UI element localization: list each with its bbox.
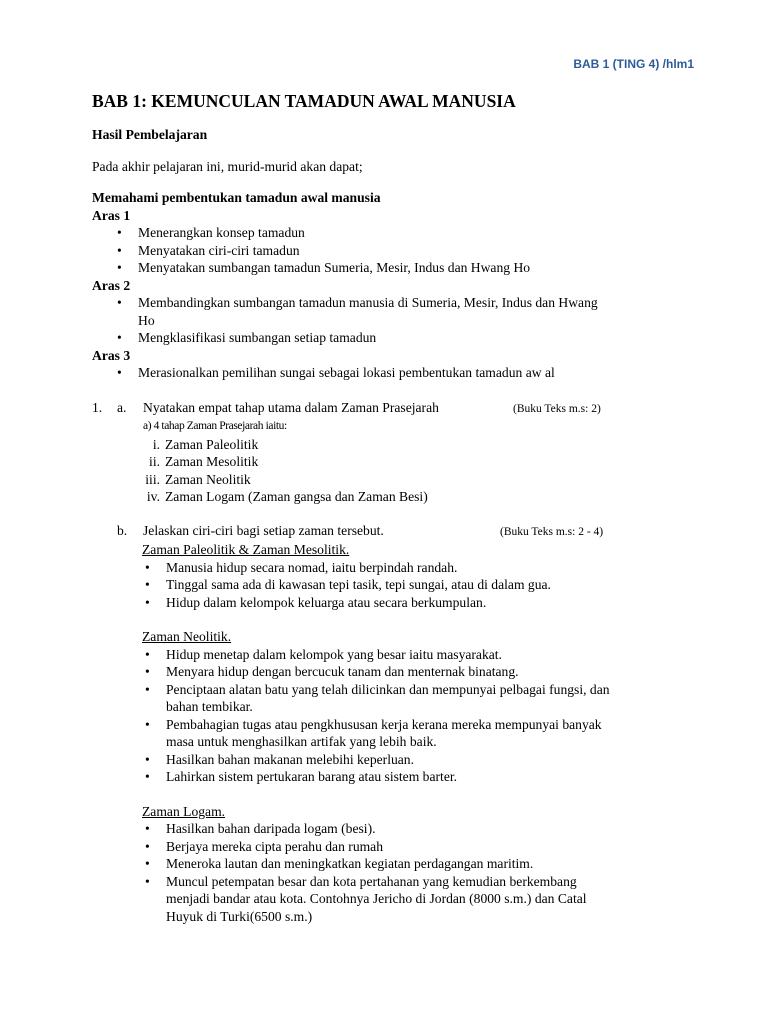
section-neolitik [92, 628, 702, 786]
stage-name: Zaman Mesolitik [165, 454, 259, 469]
question-number: 1. [92, 399, 103, 415]
intro-text: Pada akhir pelajaran ini, murid-murid akan dapat; [92, 158, 363, 174]
roman-numeral: iv. [146, 489, 160, 504]
stage-name: Zaman Neolitik [165, 471, 251, 487]
question-letter: b. [117, 522, 128, 538]
section-paleolitik-mesolitik [92, 541, 702, 611]
stage-name: Zaman Paleolitik [165, 436, 259, 452]
list-item [132, 453, 702, 471]
aras-list [92, 294, 612, 347]
list-item [132, 436, 702, 454]
textbook-reference: (Buku Teks m.s: 2 - 4) [500, 525, 604, 538]
stages-subheading: a) 4 tahap Zaman Prasejarah iaitu: [143, 420, 287, 432]
roman-numeral: i. [152, 436, 160, 452]
list-item: • Muncul petempatan besar dan kota pertahanan yang kemudian berkembang menjadi bandar atau kota. Contohnya Jericho di Jordan (8000 s.m.) dan Catal Huyuk di Turki(6500 s.m.) [142, 873, 612, 926]
aras-label: Aras 3 [92, 347, 131, 363]
hasil-heading: Hasil Pembelajaran [92, 127, 208, 142]
list-item: • Menerangkan konsep tamadun [92, 224, 702, 242]
stages-list [92, 436, 702, 506]
list-item: • Berjaya mereka cipta perahu dan rumah [142, 838, 612, 856]
section-list [92, 646, 628, 786]
list-item: • Merasionalkan pemilihan sungai sebagai lokasi pembentukan tamadun aw al [92, 364, 702, 382]
list-item: • Penciptaan alatan batu yang telah dilicinkan dan mempunyai pelbagai fungsi, dan bahan tembikar. [142, 681, 628, 716]
section-title: Zaman Neolitik. [142, 629, 232, 644]
list-item: • Hidup dalam kelompok keluarga atau secara berkumpulan. [142, 594, 702, 612]
textbook-reference: (Buku Teks m.s: 2) [513, 402, 601, 415]
list-item: • Menyara hidup dengan bercucuk tanam dan menternak binatang. [142, 663, 628, 681]
list-item: • Manusia hidup secara nomad, iaitu berpindah randah. [142, 559, 702, 577]
aras-label: Aras 2 [92, 277, 131, 293]
stage-name: Zaman Logam (Zaman gangsa dan Zaman Besi) [165, 489, 428, 504]
aras-list [92, 224, 702, 277]
list-item: • Menyatakan ciri-ciri tamadun [92, 242, 702, 260]
section-title: Zaman Paleolitik & Zaman Mesolitik. [142, 542, 350, 557]
list-item: • Menyatakan sumbangan tamadun Sumeria, Mesir, Indus dan Hwang Ho [92, 259, 702, 277]
chapter-title: BAB 1: KEMUNCULAN TAMADUN AWAL MANUSIA [92, 91, 516, 111]
question-text: Nyatakan empat tahap utama dalam Zaman Prasejarah [143, 399, 439, 415]
document-body [92, 90, 702, 925]
aras-1 [92, 207, 702, 277]
question-1a [92, 399, 702, 419]
roman-numeral: ii. [149, 454, 160, 469]
list-item: • Hasilkan bahan makanan melebihi keperluan. [142, 751, 628, 769]
aras-3 [92, 347, 702, 382]
objective-heading: Memahami pembentukan tamadun awal manusia [92, 190, 381, 205]
aras-list [92, 364, 702, 382]
section-title: Zaman Logam. [142, 803, 226, 819]
section-logam [92, 803, 702, 926]
page-header: BAB 1 (TING 4) /hlm1 [573, 57, 694, 71]
aras-label: Aras 1 [92, 207, 131, 223]
list-item: • Mengklasifikasi sumbangan setiap tamadun [92, 329, 612, 347]
list-item [132, 471, 702, 489]
aras-2 [92, 277, 702, 347]
section-list [92, 820, 612, 925]
list-item: • Hasilkan bahan daripada logam (besi). [142, 820, 612, 838]
question-1b [92, 522, 702, 542]
roman-numeral: iii. [145, 471, 160, 487]
question-letter: a. [117, 399, 127, 415]
list-item [132, 488, 702, 506]
list-item: • Lahirkan sistem pertukaran barang atau sistem barter. [142, 768, 628, 786]
list-item: • Hidup menetap dalam kelompok yang besar iaitu masyarakat. [142, 646, 628, 664]
list-item: • Pembahagian tugas atau pengkhususan kerja kerana mereka mempunyai banyak masa untuk menghasilkan artifak yang lebih baik. [142, 716, 628, 751]
section-list [92, 559, 702, 612]
list-item: • Tinggal sama ada di kawasan tepi tasik, tepi sungai, atau di dalam gua. [142, 576, 702, 594]
question-text: Jelaskan ciri-ciri bagi setiap zaman tersebut. [143, 522, 384, 538]
list-item: • Membandingkan sumbangan tamadun manusia di Sumeria, Mesir, Indus dan Hwang Ho [92, 294, 612, 329]
list-item: • Meneroka lautan dan meningkatkan kegiatan perdagangan maritim. [142, 855, 612, 873]
